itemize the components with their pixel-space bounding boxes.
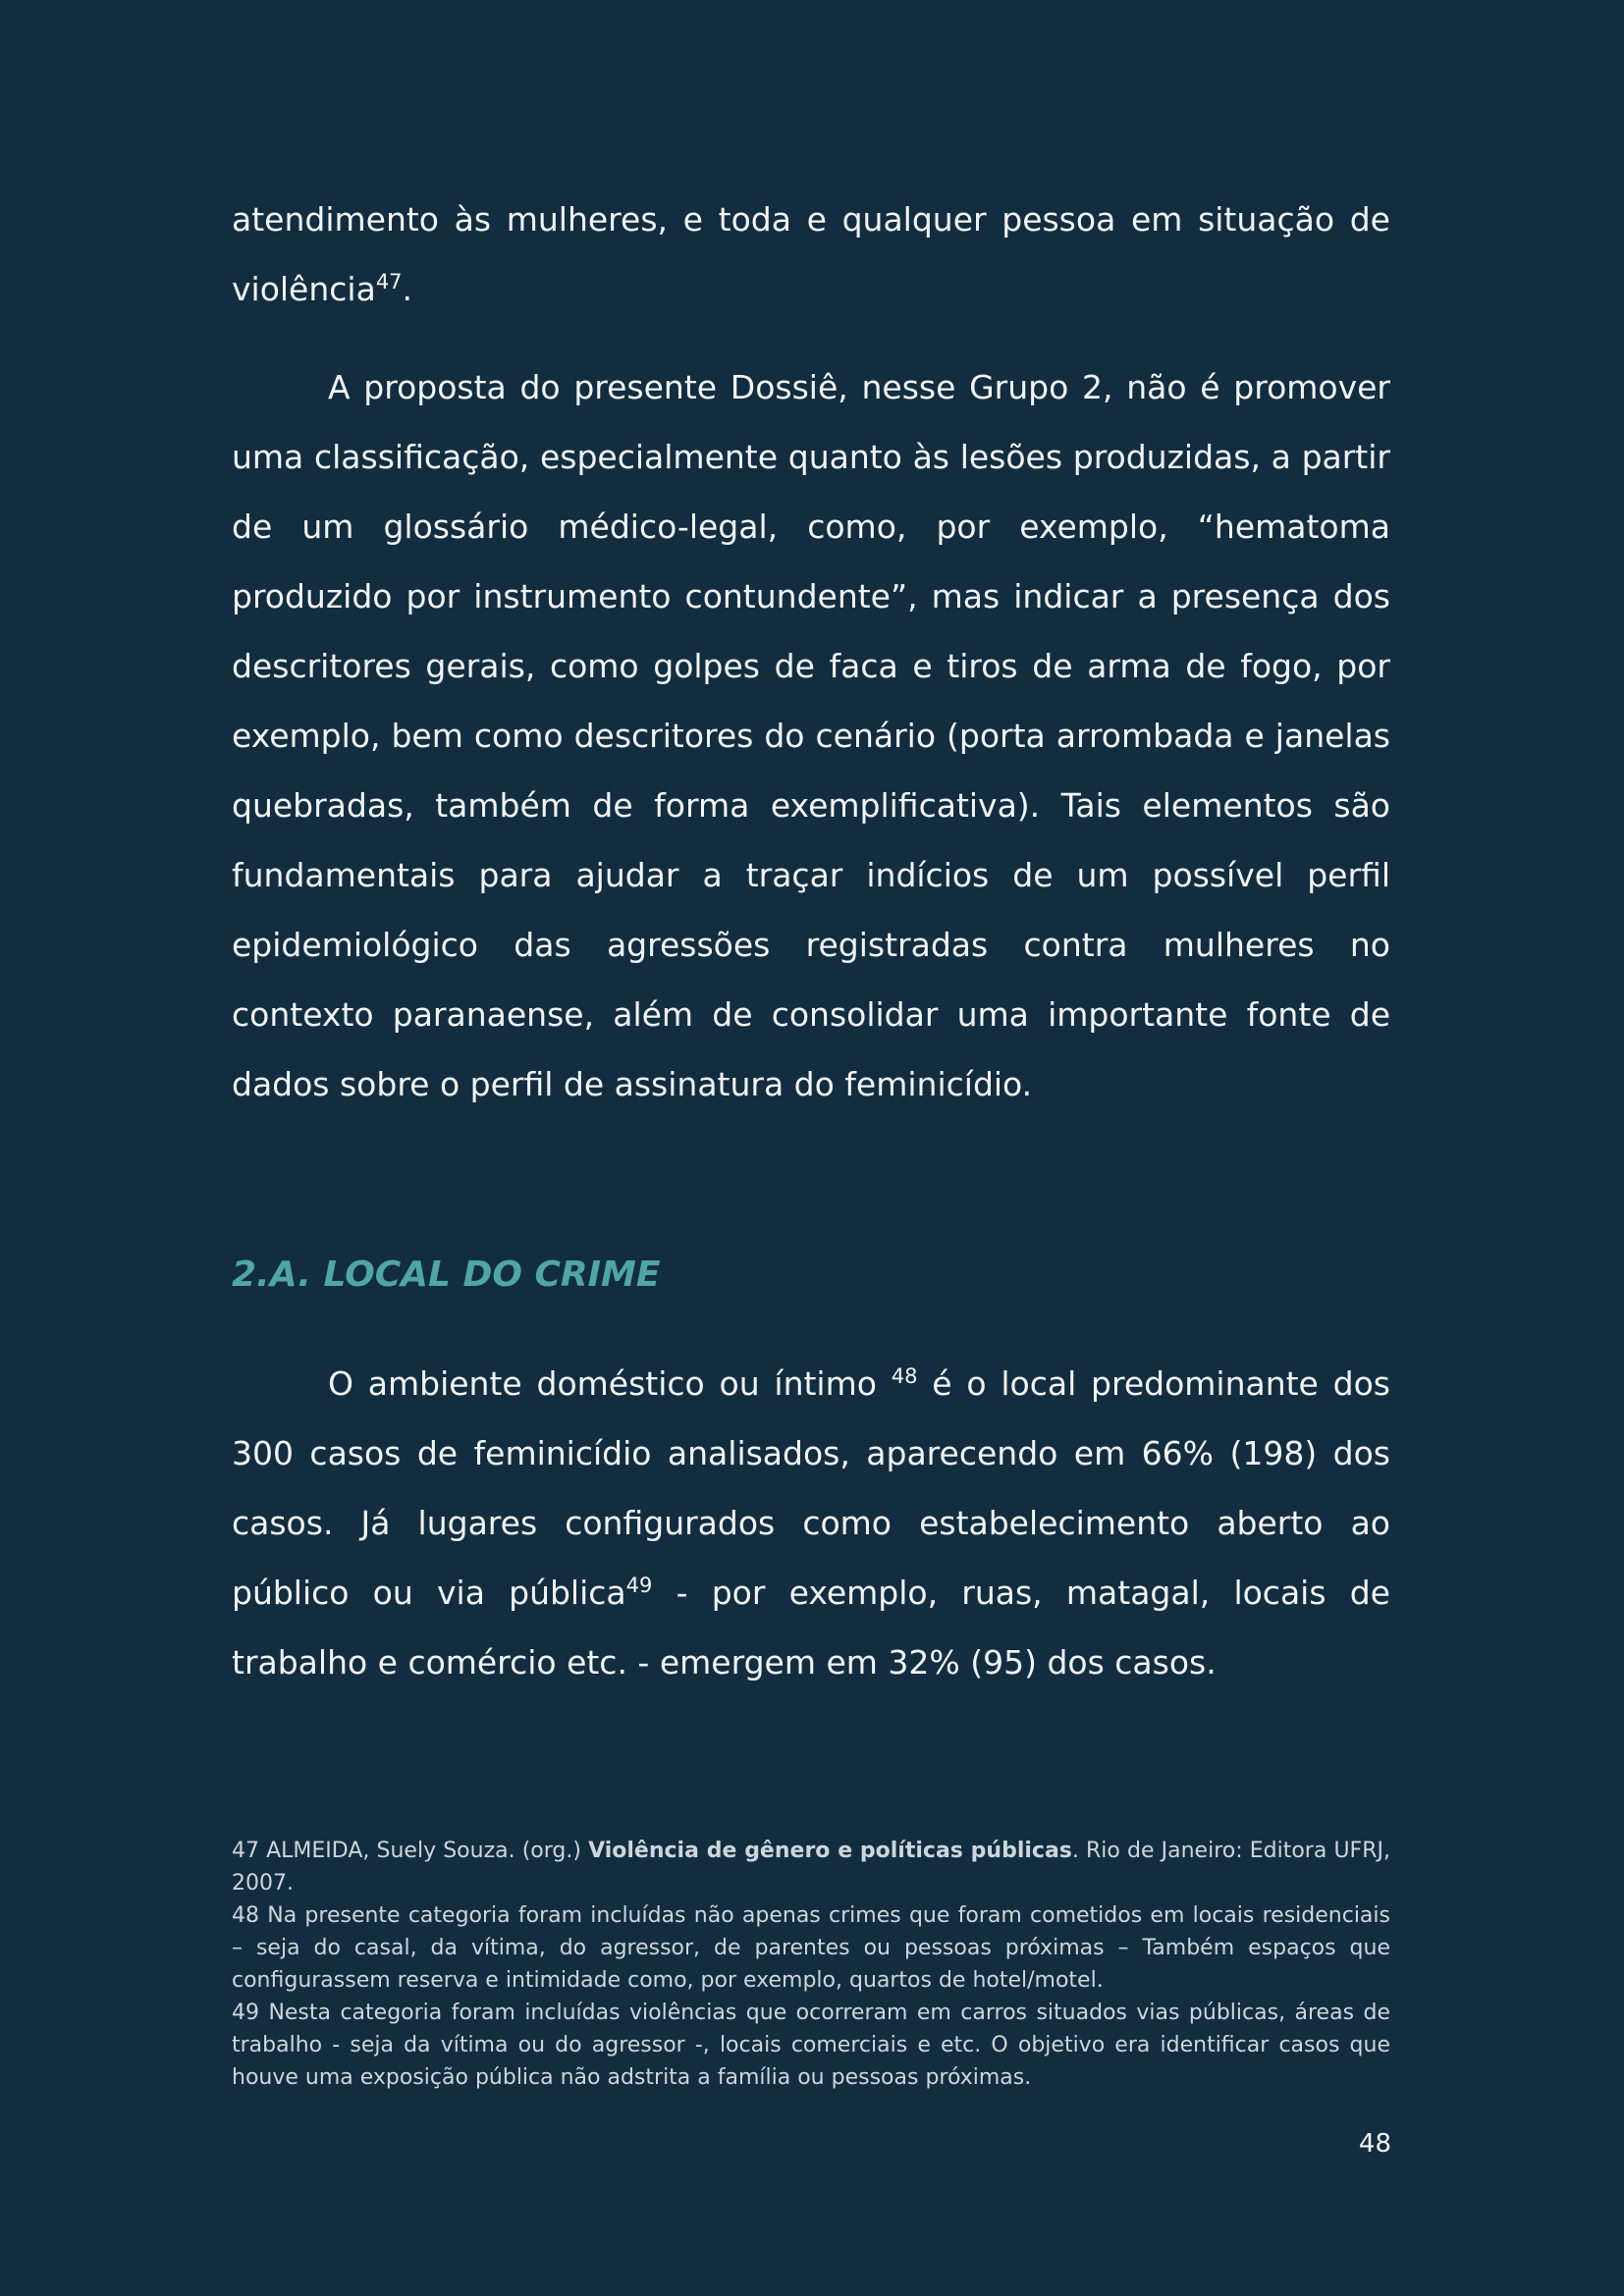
paragraph-text: - por exemplo, ruas, matagal, locais de trabalho e comércio etc. - emergem em 32% (95) dos casos. <box>232 1574 1390 1682</box>
footnote-47 <box>232 1835 1390 1899</box>
footnote-48: 48 Na presente categoria foram incluídas não apenas crimes que foram cometidos em locais residenciais – seja do casal, da vítima, do agressor, de parentes ou pessoas próximas – Também espaços que configurassem reserva e intimidade como, por exemplo, quartos de hotel/motel. <box>232 1903 1390 1993</box>
paragraph-tail: . <box>402 270 413 308</box>
section-heading: 2.A. LOCAL DO CRIME <box>232 1255 661 1295</box>
paragraph-continuation <box>232 185 1390 324</box>
paragraph-crime-location <box>232 1349 1390 1697</box>
paragraph-text: O ambiente doméstico ou íntimo <box>328 1364 892 1403</box>
paragraph-text: é o local predominante dos 300 casos de feminicídio analisados, aparecendo em 66% (198) dos casos. Já lugares configurados como estabelecimento aberto ao público ou via pública <box>232 1364 1390 1612</box>
paragraph-proposal: A proposta do presente Dossiê, nesse Grupo 2, não é promover uma classificação, especialmente quanto às lesões produzidas, a partir de um glossário médico-legal, como, por exemplo, “hematoma produzido por instrumento contundente”, mas indicar a presença dos descritores gerais, como golpes de faca e tiros de arma de fogo, por exemplo, bem como descritores do cenário (porta arrombada e janelas quebradas, também de forma exemplificativa). Tais elementos são fundamentais para ajudar a traçar indícios de um possível perfil epidemiológico das agressões registradas contra mulheres no contexto paranaense, além de consolidar uma importante fonte de dados sobre o perfil de assinatura do feminicídio. <box>232 368 1390 1103</box>
footnote-49: 49 Nesta categoria foram incluídas violências que ocorreram em carros situados vias públicas, áreas de trabalho - seja da vítima ou do agressor -, locais comerciais e etc. O objetivo era identificar casos que houve uma exposição pública não adstrita a família ou pessoas próximas. <box>232 2001 1390 2090</box>
main-content <box>232 185 1390 1697</box>
footnote-ref-47: 47 <box>375 270 403 294</box>
footnote-ref-48: 48 <box>891 1364 918 1388</box>
footnote-title: Violência de gênero e políticas públicas <box>588 1839 1072 1863</box>
footnote-text: 47 ALMEIDA, Suely Souza. (org.) <box>232 1839 589 1863</box>
page-number: 48 <box>1358 2129 1391 2159</box>
footnote-text: . Rio de Janeiro: Editora UFRJ, 2007. <box>232 1839 1390 1896</box>
paragraph-text: atendimento às mulheres, e toda e qualquer pessoa em situação de violência <box>232 200 1390 308</box>
footnote-ref-49: 49 <box>625 1574 653 1597</box>
footnotes <box>232 1835 1390 2094</box>
